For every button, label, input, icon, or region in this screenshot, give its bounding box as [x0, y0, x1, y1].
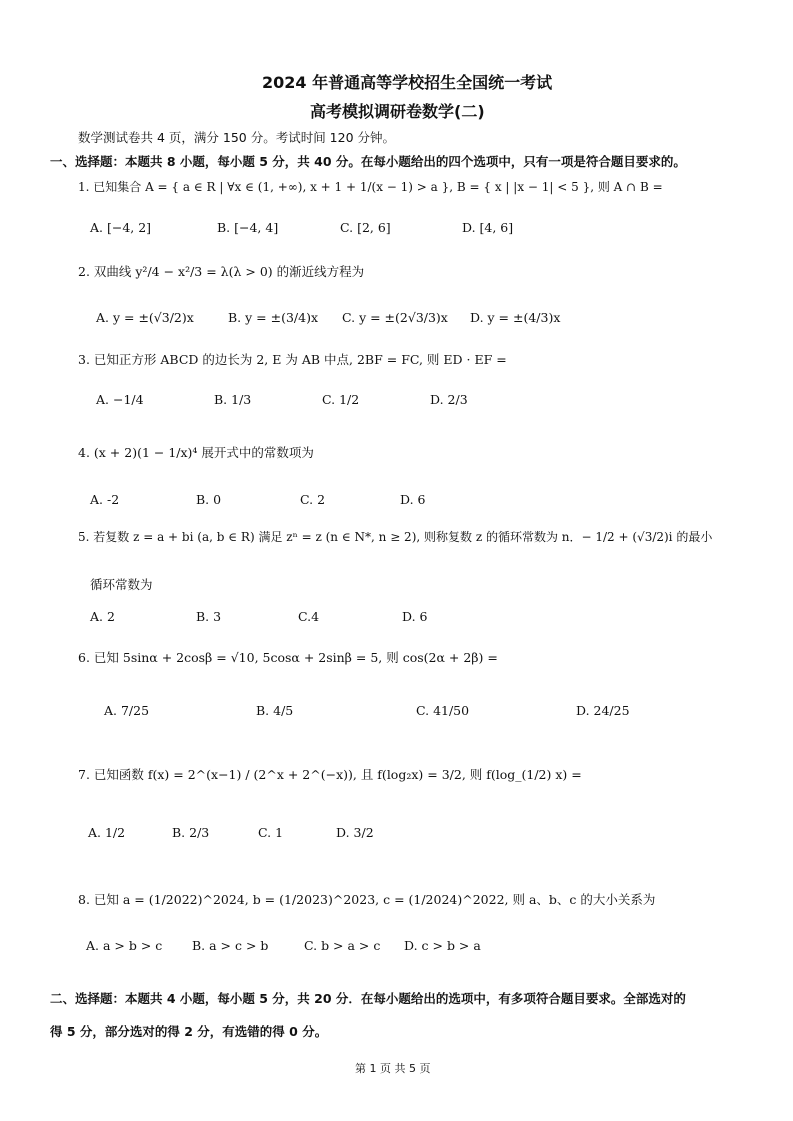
- q5-option-b[interactable]: B. 3: [196, 609, 222, 624]
- q8-option-a[interactable]: A. a > b > c: [86, 938, 163, 953]
- exam-note: 数学测试卷共 4 页，满分 150 分。考试时间 120 分钟。: [78, 130, 396, 145]
- question-7-stem: 7. 已知函数 f(x) = 2^(x−1) / (2^x + 2^(−x)), 且 f(log₂x) = 3/2, 则 f(log_(1/2) x) =: [78, 767, 582, 782]
- q8-option-d[interactable]: D. c > b > a: [404, 938, 481, 953]
- q2-option-a[interactable]: A. y = ±(√3/2)x: [96, 310, 194, 325]
- q5-option-d[interactable]: D. 6: [402, 609, 428, 624]
- q1-option-d[interactable]: D. [4, 6]: [462, 220, 514, 235]
- section1-heading: 一、选择题：本题共 8 小题，每小题 5 分，共 40 分。在每小题给出的四个选项中，只有一项是符合题目要求的。: [50, 154, 686, 169]
- question-5-stem-cont: 循环常数为: [90, 577, 153, 592]
- question-3-stem: 3. 已知正方形 ABCD 的边长为 2, E 为 AB 中点, 2BF = FC, 则 ED · EF =: [78, 352, 507, 367]
- q6-option-a[interactable]: A. 7/25: [104, 703, 150, 718]
- q6-option-c[interactable]: C. 41/50: [416, 703, 470, 718]
- section2-heading: 二、选择题：本题共 4 小题，每小题 5 分，共 20 分．在每小题给出的选项中，有多项符合题目要求。全部选对的: [50, 991, 686, 1006]
- section2-heading-cont: 得 5 分，部分选对的得 2 分，有选错的得 0 分。: [50, 1024, 328, 1039]
- q8-option-b[interactable]: B. a > c > b: [192, 938, 269, 953]
- q1-option-b[interactable]: B. [−4, 4]: [217, 220, 279, 235]
- q7-option-c[interactable]: C. 1: [258, 825, 284, 840]
- q2-option-d[interactable]: D. y = ±(4/3)x: [470, 310, 561, 325]
- q7-option-d[interactable]: D. 3/2: [336, 825, 374, 840]
- q1-stem-text: 1. 已知集合 A = { a ∈ R | ∀x ∈ (1, +∞), x + 1 + 1/(x − 1) > a }, B = { x | |x − 1| < 5 }, 则 A ∩ B =: [78, 180, 663, 194]
- q3-option-d[interactable]: D. 2/3: [430, 392, 468, 407]
- q1-option-a[interactable]: A. [−4, 2]: [90, 220, 152, 235]
- q3-option-b[interactable]: B. 1/3: [214, 392, 252, 407]
- q5-option-c[interactable]: C.4: [298, 609, 320, 624]
- q4-option-a[interactable]: A. -2: [90, 492, 120, 507]
- question-6-stem: 6. 已知 5sinα + 2cosβ = √10, 5cosα + 2sinβ = 5, 则 cos(2α + 2β) =: [78, 650, 498, 665]
- question-2-stem: 2. 双曲线 y²/4 − x²/3 = λ(λ > 0) 的渐近线方程为: [78, 264, 365, 279]
- q3-option-a[interactable]: A. −1/4: [96, 392, 144, 407]
- exam-title: 2024 年普通高等学校招生全国统一考试: [262, 73, 553, 92]
- q6-option-d[interactable]: D. 24/25: [576, 703, 630, 718]
- q6-option-b[interactable]: B. 4/5: [256, 703, 294, 718]
- q3-option-c[interactable]: C. 1/2: [322, 392, 360, 407]
- question-1-stem: [78, 178, 663, 195]
- q4-option-c[interactable]: C. 2: [300, 492, 326, 507]
- question-8-stem: 8. 已知 a = (1/2022)^2024, b = (1/2023)^2023, c = (1/2024)^2022, 则 a、b、c 的大小关系为: [78, 892, 656, 907]
- q2-option-c[interactable]: C. y = ±(2√3/3)x: [342, 310, 448, 325]
- question-5-stem: 5. 若复数 z = a + bi (a, b ∈ R) 满足 zⁿ = z (n ∈ N*, n ≥ 2), 则称复数 z 的循环常数为 n．− 1/2 + (√3/2)i 的最小: [78, 530, 713, 544]
- q2-option-b[interactable]: B. y = ±(3/4)x: [228, 310, 319, 325]
- q7-option-a[interactable]: A. 1/2: [88, 825, 126, 840]
- question-4-stem: 4. (x + 2)(1 − 1/x)⁴ 展开式中的常数项为: [78, 445, 314, 460]
- q8-option-c[interactable]: C. b > a > c: [304, 938, 381, 953]
- q4-option-d[interactable]: D. 6: [400, 492, 426, 507]
- q4-option-b[interactable]: B. 0: [196, 492, 222, 507]
- exam-subtitle: 高考模拟调研卷数学(二): [310, 102, 485, 121]
- q5-option-a[interactable]: A. 2: [90, 609, 115, 624]
- page-number: 第 1 页 共 5 页: [355, 1062, 431, 1075]
- q7-option-b[interactable]: B. 2/3: [172, 825, 210, 840]
- q1-option-c[interactable]: C. [2, 6]: [340, 220, 391, 235]
